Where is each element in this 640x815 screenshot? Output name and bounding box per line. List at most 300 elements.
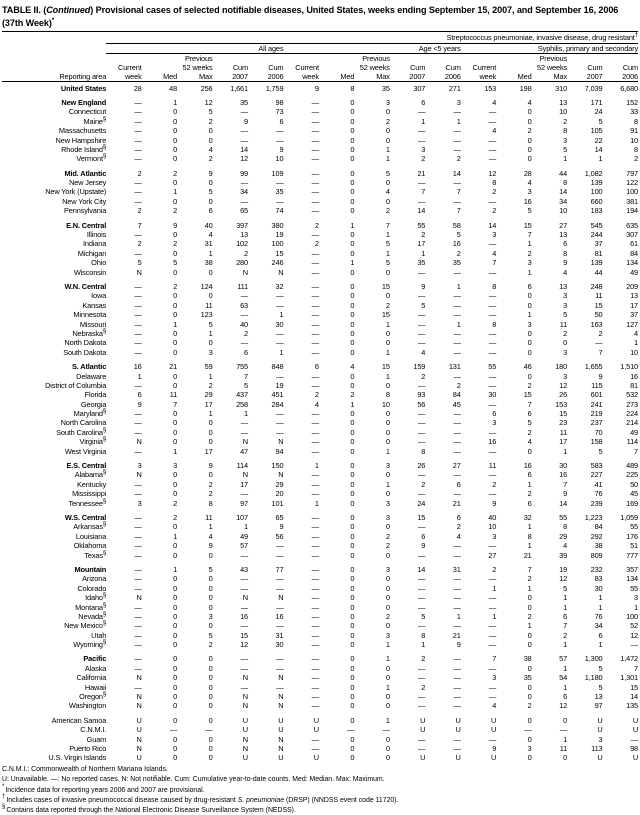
cell-value: 1 bbox=[385, 371, 390, 381]
cell-value: N bbox=[242, 743, 248, 753]
cum2007-all-ages: 2007 bbox=[232, 72, 248, 82]
cell-value: 1 bbox=[456, 282, 461, 291]
cell-value: 97 bbox=[594, 701, 603, 711]
cum2006-age5: 2006 bbox=[444, 72, 461, 82]
cell-value: 0 bbox=[350, 187, 355, 197]
previous-label-syphilis: Previous bbox=[539, 54, 568, 64]
cell-value: 14 bbox=[488, 220, 497, 230]
cell-value: 5 bbox=[598, 682, 603, 692]
cell-value: 1 bbox=[385, 715, 390, 725]
cell-value: 0 bbox=[527, 734, 532, 744]
cell-value: — bbox=[134, 531, 142, 541]
cell-value: 1 bbox=[385, 446, 390, 456]
footnote-1-marker: * bbox=[2, 784, 5, 791]
cell-value: 0 bbox=[173, 107, 178, 117]
notifiable-diseases-table bbox=[2, 31, 638, 762]
cell-value: 16 bbox=[523, 196, 532, 206]
cell-value: — bbox=[134, 621, 142, 631]
cell-value: 0 bbox=[350, 418, 355, 428]
row-footnote-marker: § bbox=[102, 468, 107, 476]
cell-value: 2 bbox=[456, 154, 461, 164]
cell-value: 2 bbox=[563, 630, 568, 640]
cell-value: N bbox=[136, 734, 142, 744]
cell-value: — bbox=[311, 734, 319, 744]
cell-value: 0 bbox=[350, 621, 355, 631]
cell-value: — bbox=[453, 734, 461, 744]
cell-value: 194 bbox=[626, 206, 638, 216]
reporting-area-header: Reporting area bbox=[59, 72, 107, 82]
cell-value: — bbox=[311, 126, 319, 136]
cell-value: 10 bbox=[381, 399, 390, 409]
cell-value: 4 bbox=[350, 362, 355, 372]
cell-value: 0 bbox=[350, 239, 355, 249]
cell-value: U bbox=[278, 715, 284, 725]
cell-value: 0 bbox=[173, 593, 178, 603]
cell-value: 2 bbox=[208, 640, 213, 650]
cell-value: 35 bbox=[275, 187, 284, 197]
cell-value: 0 bbox=[385, 574, 390, 584]
table-row bbox=[2, 725, 638, 734]
row-area-label: Florida bbox=[84, 390, 107, 400]
cell-value: 4 bbox=[527, 437, 532, 447]
cell-value: 2 bbox=[563, 328, 568, 338]
cell-value: — bbox=[418, 743, 426, 753]
cell-value: — bbox=[453, 291, 461, 301]
cell-value: 16 bbox=[488, 437, 497, 447]
cell-value: 4 bbox=[385, 187, 390, 197]
cell-value: 2 bbox=[137, 239, 142, 249]
cell-value: 0 bbox=[208, 418, 213, 428]
cell-value: 11 bbox=[559, 319, 568, 329]
cell-value: — bbox=[488, 541, 497, 551]
cell-value: 5 bbox=[208, 564, 213, 574]
cell-value: 50 bbox=[594, 310, 603, 320]
cell-value: 61 bbox=[630, 239, 638, 249]
cell-value: 97 bbox=[240, 498, 248, 508]
cell-value: 15 bbox=[523, 390, 532, 400]
cell-value: — bbox=[418, 427, 426, 437]
cell-value: 0 bbox=[208, 550, 213, 560]
cell-value: 84 bbox=[452, 390, 461, 400]
cell-value: 6 bbox=[563, 692, 568, 702]
cell-value: — bbox=[276, 409, 284, 419]
cell-value: 76 bbox=[594, 611, 603, 621]
cell-value: — bbox=[311, 550, 319, 560]
cell-value: 176 bbox=[626, 531, 638, 541]
cell-value: 49 bbox=[630, 267, 638, 277]
cell-value: 1 bbox=[208, 371, 213, 381]
cell-value: — bbox=[276, 178, 284, 188]
cell-value: — bbox=[134, 107, 142, 117]
cell-value: 91 bbox=[630, 126, 638, 136]
cell-value: — bbox=[276, 663, 284, 673]
cell-value: — bbox=[453, 574, 461, 584]
cell-value: 0 bbox=[173, 437, 178, 447]
footnote-2-marker: † bbox=[2, 794, 6, 801]
cell-value: 9 bbox=[456, 640, 461, 650]
table-row bbox=[2, 258, 638, 267]
cell-value: 0 bbox=[173, 338, 178, 348]
cell-value: 5 bbox=[208, 319, 213, 329]
cell-value: 1 bbox=[244, 522, 248, 532]
cell-value: — bbox=[488, 682, 497, 692]
cell-value: 40 bbox=[488, 512, 497, 522]
cell-value: — bbox=[311, 328, 319, 338]
cell-value: — bbox=[276, 196, 284, 206]
cell-value: — bbox=[311, 593, 319, 603]
cell-value: 37 bbox=[594, 239, 603, 249]
cell-value: U bbox=[632, 725, 638, 735]
cell-value: 0 bbox=[350, 338, 355, 348]
cell-value: — bbox=[418, 734, 426, 744]
cell-value: 45 bbox=[452, 399, 461, 409]
cell-value: — bbox=[418, 489, 426, 499]
cell-value: — bbox=[134, 116, 142, 126]
cell-value: 27 bbox=[488, 550, 497, 560]
cell-value: 7 bbox=[634, 663, 638, 673]
row-area-label: Alabama§ bbox=[74, 468, 107, 480]
cell-value: 0 bbox=[350, 611, 355, 621]
cell-value: 6 bbox=[527, 498, 532, 508]
row-footnote-marker: § bbox=[102, 497, 107, 505]
span-header-row bbox=[2, 43, 638, 54]
cell-value: — bbox=[453, 126, 461, 136]
cell-value: 1 bbox=[527, 541, 532, 551]
row-area-label: Mississippi bbox=[72, 489, 107, 499]
cum-label-age5-2007: Cum bbox=[410, 63, 426, 73]
cell-value: 797 bbox=[626, 168, 638, 178]
cell-value: — bbox=[488, 489, 497, 499]
cell-value: 2 bbox=[173, 512, 178, 522]
cell-value: 1 bbox=[173, 97, 178, 107]
cell-value: — bbox=[276, 574, 284, 584]
cell-value: 111 bbox=[237, 282, 248, 291]
table-row bbox=[2, 692, 638, 701]
cell-value: 94 bbox=[275, 446, 284, 456]
cell-value: — bbox=[311, 574, 319, 584]
cell-value: 0 bbox=[385, 437, 390, 447]
cell-value: 100 bbox=[626, 611, 638, 621]
cell-value: 2 bbox=[527, 248, 532, 258]
cell-value: 0 bbox=[173, 479, 178, 489]
cell-value: 14 bbox=[240, 144, 248, 154]
cell-value: 532 bbox=[626, 390, 638, 400]
cell-value: 1 bbox=[208, 328, 213, 338]
cell-value: 0 bbox=[527, 630, 532, 640]
table-row bbox=[2, 291, 638, 300]
table-row-group bbox=[2, 168, 638, 177]
title-main: ) Provisional cases of selected notifiable diseases, United States, weeks ending September 15, 2007, and September 16, 2006 (37th Week) bbox=[2, 5, 619, 28]
disease-group-label: Streptococcus pneumoniae, invasive disease, drug resistant bbox=[446, 33, 635, 43]
cell-value: 1 bbox=[137, 371, 142, 381]
cell-value: 1 bbox=[563, 663, 568, 673]
cell-value: — bbox=[311, 107, 319, 117]
cell-value: 5 bbox=[598, 116, 603, 126]
cell-value: 7 bbox=[421, 187, 426, 197]
cell-value: — bbox=[311, 310, 319, 320]
cell-value: — bbox=[453, 583, 461, 593]
cell-value: 0 bbox=[527, 328, 532, 338]
cell-value: — bbox=[311, 663, 319, 673]
cell-value: 5 bbox=[527, 206, 532, 216]
cell-value: 244 bbox=[590, 230, 603, 240]
cell-value: 9 bbox=[598, 371, 603, 381]
table-row bbox=[2, 550, 638, 559]
cell-value: 32 bbox=[523, 512, 532, 522]
cell-value: — bbox=[418, 621, 426, 631]
cell-value: — bbox=[418, 692, 426, 702]
cell-value: 1 bbox=[385, 154, 390, 164]
cell-value: 1 bbox=[527, 583, 532, 593]
row-area-label: Maryland§ bbox=[73, 407, 107, 419]
cell-value: — bbox=[488, 621, 497, 631]
row-area-label: Texas§ bbox=[84, 549, 107, 560]
cell-value: 30 bbox=[275, 319, 284, 329]
table-row bbox=[2, 541, 638, 550]
cell-value: 12 bbox=[204, 97, 213, 107]
table-row bbox=[2, 531, 638, 540]
cell-value: 0 bbox=[173, 230, 178, 240]
cell-value: — bbox=[311, 380, 319, 390]
cell-value: 7 bbox=[244, 371, 248, 381]
cell-value: 2 bbox=[421, 654, 426, 664]
cell-value: 0 bbox=[385, 470, 390, 480]
cell-value: 12 bbox=[488, 168, 497, 178]
cell-value: 0 bbox=[173, 196, 178, 206]
cell-value: 23 bbox=[559, 418, 568, 428]
cell-value: — bbox=[488, 310, 497, 320]
cell-value: 38 bbox=[594, 541, 603, 551]
cell-value: 0 bbox=[385, 178, 390, 188]
cell-value: 2 bbox=[456, 248, 461, 258]
table-row bbox=[2, 319, 638, 328]
cell-value: 13 bbox=[630, 291, 638, 301]
cell-value: — bbox=[134, 328, 142, 338]
title-marker: * bbox=[51, 16, 55, 24]
cell-value: 15 bbox=[381, 310, 390, 320]
cell-value: 11 bbox=[559, 743, 568, 753]
cell-value: 2 bbox=[385, 300, 390, 310]
cell-value: 2 bbox=[492, 564, 497, 574]
cell-value: 0 bbox=[350, 498, 355, 508]
cell-value: 8 bbox=[492, 319, 497, 329]
cell-value: 55 bbox=[559, 512, 568, 522]
cell-value: — bbox=[311, 187, 319, 197]
cell-value: 1 bbox=[598, 640, 603, 650]
cell-value: — bbox=[488, 144, 497, 154]
cell-value: 0 bbox=[350, 409, 355, 419]
cell-value: 0 bbox=[173, 126, 178, 136]
cell-value: 0 bbox=[208, 743, 213, 753]
cell-value: — bbox=[488, 399, 497, 409]
cell-value: 232 bbox=[590, 564, 603, 574]
cell-value: U bbox=[597, 753, 603, 763]
cell-value: — bbox=[240, 583, 248, 593]
cell-value: 0 bbox=[350, 753, 355, 763]
cell-value: N bbox=[136, 470, 142, 480]
cell-value: 0 bbox=[173, 328, 178, 338]
cell-value: 10 bbox=[630, 135, 638, 145]
cell-value: 10 bbox=[275, 154, 284, 164]
cell-value: 1 bbox=[492, 583, 497, 593]
cell-value: — bbox=[276, 583, 284, 593]
cell-value: 5 bbox=[421, 300, 426, 310]
max-label-syphilis: Max bbox=[553, 72, 568, 82]
table-row bbox=[2, 701, 638, 710]
cell-value: 0 bbox=[350, 701, 355, 711]
cell-value: N bbox=[278, 593, 284, 603]
cell-value: 0 bbox=[350, 310, 355, 320]
cell-value: 0 bbox=[527, 107, 532, 117]
cell-value: N bbox=[136, 701, 142, 711]
cell-value: — bbox=[453, 470, 461, 480]
table-row bbox=[2, 300, 638, 309]
cell-value: 9 bbox=[492, 498, 497, 508]
cell-value: 5 bbox=[208, 107, 213, 117]
cell-value: — bbox=[418, 178, 426, 188]
cell-value: 1 bbox=[208, 248, 213, 258]
cell-value: 14 bbox=[594, 144, 603, 154]
cell-value: — bbox=[418, 437, 426, 447]
cell-value: — bbox=[311, 347, 319, 357]
cell-value: 0 bbox=[208, 338, 213, 348]
disease-group-header bbox=[106, 33, 638, 43]
cell-value: 310 bbox=[555, 83, 568, 93]
cell-value: 2 bbox=[527, 380, 532, 390]
row-area-label: Virginia§ bbox=[79, 435, 107, 447]
current-label-all-ages: Current bbox=[118, 63, 142, 73]
cell-value: 83 bbox=[594, 574, 603, 584]
cell-value: — bbox=[453, 267, 461, 277]
week-label-syphilis: week bbox=[479, 72, 497, 82]
cell-value: 381 bbox=[626, 196, 638, 206]
cell-value: 11 bbox=[205, 512, 213, 522]
cell-value: — bbox=[240, 196, 248, 206]
cell-value: — bbox=[240, 682, 248, 692]
cell-value: 6 bbox=[527, 409, 532, 419]
cell-value: 0 bbox=[350, 583, 355, 593]
cell-value: 150 bbox=[271, 461, 284, 471]
cell-value: U bbox=[420, 753, 426, 763]
cell-value: 1 bbox=[492, 611, 497, 621]
row-area-label: District of Columbia bbox=[45, 380, 107, 390]
cell-value: 1,223 bbox=[584, 512, 603, 522]
cell-value: 3 bbox=[527, 319, 532, 329]
cell-value: 6,680 bbox=[620, 83, 638, 93]
cell-value: 14 bbox=[452, 168, 461, 178]
cell-value: — bbox=[488, 470, 497, 480]
cell-value: — bbox=[134, 512, 142, 522]
cell-value: — bbox=[311, 154, 319, 164]
cell-value: 0 bbox=[350, 300, 355, 310]
cell-value: 5 bbox=[385, 258, 390, 268]
cell-value: 98 bbox=[630, 743, 638, 753]
cell-value: 219 bbox=[590, 409, 603, 419]
cell-value: 4 bbox=[456, 531, 461, 541]
cell-value: 0 bbox=[527, 291, 532, 301]
cell-value: 3 bbox=[563, 347, 568, 357]
cell-value: 1 bbox=[527, 239, 532, 249]
cell-value: — bbox=[276, 291, 284, 301]
cell-value: — bbox=[311, 522, 319, 532]
cell-value: 2 bbox=[421, 154, 426, 164]
cell-value: — bbox=[488, 574, 497, 584]
cell-value: 0 bbox=[173, 753, 178, 763]
cell-value: 21 bbox=[417, 168, 426, 178]
row-area-label: Tennessee§ bbox=[68, 497, 107, 508]
cell-value: 0 bbox=[173, 135, 178, 145]
cell-value: 135 bbox=[626, 701, 638, 711]
cell-value: 1 bbox=[385, 479, 390, 489]
footnote-cnmi: C.N.M.I.: Commonwealth of Northern Mariana Islands. bbox=[2, 766, 168, 774]
cell-value: 12 bbox=[240, 154, 248, 164]
span-age-under-5: Age <5 years bbox=[283, 43, 460, 54]
cell-value: 7 bbox=[173, 399, 178, 409]
cell-value: 7 bbox=[527, 399, 532, 409]
cell-value: 3 bbox=[634, 593, 638, 603]
cell-value: 9 bbox=[279, 144, 284, 154]
cell-value: 17 bbox=[240, 479, 248, 489]
cell-value: 8 bbox=[563, 522, 568, 532]
cell-value: — bbox=[240, 654, 248, 664]
cell-value: U bbox=[490, 715, 497, 725]
cell-value: 0 bbox=[173, 673, 178, 683]
cell-value: 0 bbox=[350, 630, 355, 640]
cell-value: 2 bbox=[385, 531, 390, 541]
cell-value: 3 bbox=[492, 230, 497, 240]
cell-value: 0 bbox=[350, 602, 355, 612]
cell-value: 17 bbox=[559, 437, 568, 447]
cell-value: 0 bbox=[385, 409, 390, 419]
cell-value: 0 bbox=[173, 154, 178, 164]
cell-value: 107 bbox=[236, 512, 248, 522]
cell-value: — bbox=[418, 602, 426, 612]
cell-value: — bbox=[311, 371, 319, 381]
cell-value: 489 bbox=[626, 461, 638, 471]
cell-value: 0 bbox=[385, 427, 390, 437]
cell-value: 0 bbox=[173, 640, 178, 650]
cell-value: 14 bbox=[630, 692, 638, 702]
cell-value: 0 bbox=[173, 409, 178, 419]
cell-value: 0 bbox=[208, 291, 213, 301]
cell-value: — bbox=[134, 541, 142, 551]
cell-value: 38 bbox=[523, 654, 532, 664]
cum2006-syphilis: 2006 bbox=[622, 72, 638, 82]
cell-value: 0 bbox=[385, 489, 390, 499]
cell-value: — bbox=[418, 196, 426, 206]
cell-value: 3 bbox=[492, 673, 497, 683]
cell-value: 6 bbox=[421, 97, 426, 107]
cell-value: 31 bbox=[452, 564, 461, 574]
cell-value: — bbox=[382, 725, 390, 735]
cell-value: U bbox=[313, 715, 319, 725]
span-all-ages: All ages bbox=[106, 43, 283, 54]
cell-value: 0 bbox=[350, 692, 355, 702]
footnotes-block bbox=[2, 765, 638, 815]
row-footnote-marker: § bbox=[102, 115, 107, 123]
cell-value: — bbox=[311, 512, 319, 522]
cell-value: 2 bbox=[385, 116, 390, 126]
cell-value: — bbox=[453, 673, 461, 683]
cell-value: 6 bbox=[244, 347, 248, 357]
cell-value: — bbox=[311, 144, 319, 154]
cell-value: U bbox=[455, 725, 461, 735]
cell-value: 0 bbox=[350, 291, 355, 301]
cell-value: 2 bbox=[173, 168, 178, 178]
cell-value: 0 bbox=[208, 178, 213, 188]
row-area-label: Oregon§ bbox=[79, 690, 107, 702]
cell-value: 102 bbox=[236, 239, 248, 249]
